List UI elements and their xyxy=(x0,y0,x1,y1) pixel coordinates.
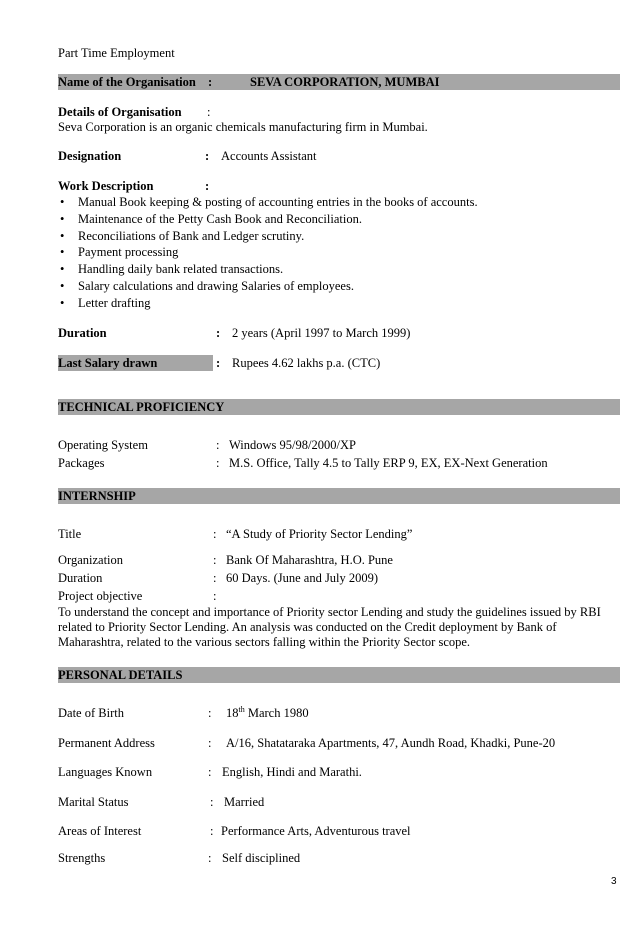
internship-title-label: Title xyxy=(58,527,82,541)
list-item xyxy=(58,212,478,229)
salary-colon: : xyxy=(216,356,221,370)
org-details-text: Seva Corporation is an organic chemicals manufacturing firm in Mumbai. xyxy=(58,120,428,134)
dob-value xyxy=(226,706,309,721)
dob-ordinal: th xyxy=(238,704,245,714)
languages-label: Languages Known xyxy=(58,765,153,779)
list-item xyxy=(58,245,478,262)
project-objective-text: To understand the concept and importance of Priority sector Lending and study the guidelines issued by RBI related to Priority Sector Lending. An analysis was conducted on the Credit deployment by Bank of Maharashtra, related to the various sectors falling within the Priority Sector scope. xyxy=(58,605,601,649)
internship-org-value: Bank Of Maharashtra, H.O. Pune xyxy=(226,553,393,567)
dob-label: Date of Birth xyxy=(58,706,124,720)
project-objective-colon: : xyxy=(213,589,217,603)
dob-colon: : xyxy=(208,706,212,720)
designation-colon: : xyxy=(205,149,210,163)
bullet-icon: • xyxy=(60,278,65,293)
address-colon: : xyxy=(208,736,212,750)
org-details-label: Details of Organisation xyxy=(58,105,182,119)
project-objective-label: Project objective xyxy=(58,589,143,603)
strengths-colon: : xyxy=(208,851,212,865)
dob-month-year: March 1980 xyxy=(244,706,309,720)
duration-label: Duration xyxy=(58,326,107,340)
interests-value: Performance Arts, Adventurous travel xyxy=(221,824,411,838)
list-item-text: Reconciliations of Bank and Ledger scrutiny. xyxy=(78,228,305,243)
languages-value: English, Hindi and Marathi. xyxy=(222,765,362,779)
internship-duration-label: Duration xyxy=(58,571,103,585)
org-name-value: SEVA CORPORATION, MUMBAI xyxy=(250,75,440,89)
os-colon: : xyxy=(216,438,220,452)
work-description-label: Work Description xyxy=(58,179,154,193)
marital-value: Married xyxy=(224,795,265,809)
interests-colon: : xyxy=(210,824,214,838)
bullet-icon: • xyxy=(60,211,65,226)
section-heading-part-time: Part Time Employment xyxy=(58,46,175,60)
bullet-icon: • xyxy=(60,195,65,209)
list-item xyxy=(58,296,478,313)
internship-title-value: “A Study of Priority Sector Lending” xyxy=(226,527,413,541)
work-description-list xyxy=(58,195,478,313)
internship-heading-bar xyxy=(58,488,620,504)
duration-value: 2 years (April 1997 to March 1999) xyxy=(232,326,411,340)
bullet-icon: • xyxy=(60,262,65,277)
internship-duration-value: 60 Days. (June and July 2009) xyxy=(226,571,379,585)
marital-label: Marital Status xyxy=(58,795,129,809)
list-item-text: Maintenance of the Petty Cash Book and Reconciliation. xyxy=(78,211,362,226)
work-description-colon: : xyxy=(205,179,210,193)
bullet-icon: • xyxy=(60,245,65,260)
org-name-label: Name of the Organisation xyxy=(58,75,196,89)
dob-day: 18 xyxy=(226,706,239,720)
packages-label: Packages xyxy=(58,456,105,470)
list-item xyxy=(58,195,478,212)
list-item-text: Handling daily bank related transactions. xyxy=(78,262,284,277)
list-item-text: Payment processing xyxy=(78,245,179,260)
personal-heading: PERSONAL DETAILS xyxy=(58,668,183,682)
designation-value: Accounts Assistant xyxy=(221,149,317,163)
bullet-icon: • xyxy=(60,228,65,243)
page-number: 3 xyxy=(611,876,617,887)
strengths-label: Strengths xyxy=(58,851,106,865)
designation-label: Designation xyxy=(58,149,122,163)
org-details-colon: : xyxy=(207,105,211,119)
salary-label: Last Salary drawn xyxy=(58,356,158,370)
packages-colon: : xyxy=(216,456,220,470)
strengths-value: Self disciplined xyxy=(222,851,301,865)
list-item xyxy=(58,262,478,279)
org-name-colon: : xyxy=(208,75,213,89)
technical-heading: TECHNICAL PROFICIENCY xyxy=(58,400,225,414)
os-label: Operating System xyxy=(58,438,148,452)
list-item xyxy=(58,229,478,246)
internship-heading: INTERNSHIP xyxy=(58,489,136,503)
address-label: Permanent Address xyxy=(58,736,155,750)
duration-colon: : xyxy=(216,326,221,340)
internship-org-label: Organization xyxy=(58,553,124,567)
list-item-text: Letter drafting xyxy=(78,295,151,310)
internship-org-colon: : xyxy=(213,553,217,567)
address-value: A/16, Shatataraka Apartments, 47, Aundh Road, Khadki, Pune-20 xyxy=(226,736,556,750)
marital-colon: : xyxy=(210,795,214,809)
list-item xyxy=(58,279,478,296)
bullet-icon: • xyxy=(60,295,65,310)
interests-label: Areas of Interest xyxy=(58,824,142,838)
internship-title-colon: : xyxy=(213,527,217,541)
list-item-text: Manual Book keeping & posting of accounting entries in the books of accounts. xyxy=(78,195,478,209)
list-item-text: Salary calculations and drawing Salaries of employees. xyxy=(78,278,354,293)
salary-value: Rupees 4.62 lakhs p.a. (CTC) xyxy=(232,356,381,370)
packages-value: M.S. Office, Tally 4.5 to Tally ERP 9, EX, EX-Next Generation xyxy=(229,456,548,470)
languages-colon: : xyxy=(208,765,212,779)
internship-duration-colon: : xyxy=(213,571,217,585)
os-value: Windows 95/98/2000/XP xyxy=(229,438,356,452)
